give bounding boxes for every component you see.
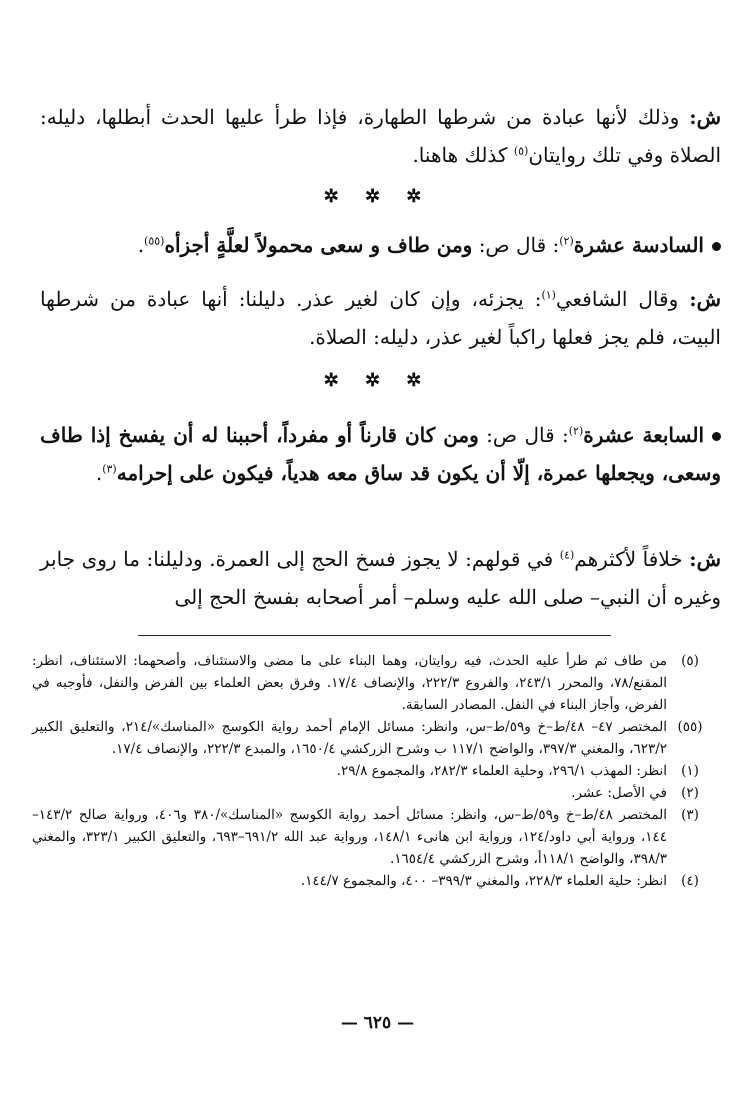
footnote-text: انظر: حلية العلماء ٢٢٨/٣، والمغني ٣٩٩/٣– ٤٠٠، والمجموع ١٤٤/٧. (300, 873, 667, 889)
footnote-ref: (٢) (568, 424, 584, 438)
paragraph-text: وقال الشافعي (555, 287, 679, 311)
paragraph-text: وذلك لأنها عبادة من شرطها الطهارة، فإذا طرأ عليها الحدث أبطلها، دليله: الصلاة وفي تلك روايتان (40, 105, 721, 167)
bullet-icon (712, 242, 721, 251)
issue-heading: السادسة عشرة (573, 233, 704, 257)
footnote (32, 760, 713, 782)
footnote-separator (138, 635, 611, 636)
paragraph-text: خلافاً لأكثرهم (574, 547, 683, 571)
paragraph-3 (40, 540, 721, 616)
footnote-text: من طاف ثم طرأ عليه الحدث، فيه روايتان، وهما البناء على ما مضى والاستئناف، وأصحهما: الاستئناف، انظر: المقنع/٧٨، والمحرر ٢٤٣/١، والفروع ٢٢٢/٣، والإنصاف ١٧/٤. وفرق بعض العلماء بين الفرض والنفل، فأوجبه في الفرض، وأجاز البناء في النفل. المصادر السابقة. (32, 653, 667, 713)
footnote-ref: (٥٥) (144, 234, 165, 248)
footnote-number: (١) (681, 763, 699, 779)
footnote (32, 782, 713, 804)
sheen-label: ش: (689, 105, 721, 129)
footnotes (32, 650, 713, 892)
issue-heading: السابعة عشرة (583, 423, 705, 447)
paragraph-2 (40, 280, 721, 356)
paragraph-text: : يجزئه، وإن كان لغير عذر. دليلنا: أنها عبادة من شرطها البيت، فلم يجز فعلها راكباً لغير عذر، دليله: الصلاة. (40, 287, 721, 349)
footnote-number: (٣) (681, 807, 699, 823)
footnote-number: (٥٥) (677, 719, 703, 735)
section-divider: ✲ ✲ ✲ (323, 186, 432, 207)
footnote-ref: (٢) (559, 234, 574, 248)
section-divider: ✲ ✲ ✲ (323, 370, 432, 391)
bullet-icon (712, 432, 721, 441)
footnote-ref: (٤) (559, 548, 575, 562)
paragraph-text: كذلك هاهنا. (412, 143, 508, 167)
sheen-label: ش: (689, 547, 721, 571)
footnote (32, 870, 713, 892)
footnote-text: المختصر ٤٧– ٤٨/ط–خ و٥٩/ط–س، وانظر: مسائل الإمام أحمد رواية الكوسج «المناسك»/٢١٤، والتعليق الكبير ٦٢٣/٢، والمغني ٣٩٧/٣، والواضح ١١٧/١ ب وشرح الزركشي ١٦٥٠/٤، والمبدع ٢٢٢/٣، والإنصاف ١٧/٤. (32, 719, 667, 757)
footnote-text: في الأصل: عشر. (571, 785, 667, 801)
issue-17 (40, 416, 721, 492)
footnote-ref: (٣) (102, 462, 117, 476)
footnote-text: المختصر ٤٨/ط–خ و٥٩/ط–س، وانظر: مسائل أحمد رواية الكوسج «المناسك»/٣٨٠ و٤٠٦، ورواية صالح ١٤٣/٢– ١٤٤، ورواية أبي داود/١٢٤، ورواية ابن هانىء ١٤٨/١، ورواية عبد الله ٦٩١/٢–٦٩٣، والتعليق الكبير ٣٢٣/١، والمغني ٣٩٨/٣، والواضح ١١٨/١أ، وشرح الزركشي ١٦٥٤/٤. (32, 807, 667, 867)
paragraph-1 (40, 98, 721, 174)
paragraph-text: في قولهم: لا يجوز فسخ الحج إلى العمرة. ودليلنا: ما روى جابر وغيره أن النبي– صلى الله عليه وسلم– أمر أصحابه بفسخ الحج إلى (40, 547, 721, 609)
footnote (32, 716, 713, 760)
issue-text: ومن طاف و سعى محمولاً لعلَّةٍ أجزأه (164, 233, 473, 257)
issue-intro: : قال ص: (486, 423, 569, 447)
footnote (32, 650, 713, 716)
footnote-text: انظر: المهذب ٢٩٦/١، وحلية العلماء ٢٨٢/٣، والمجموع ٢٩/٨. (336, 763, 667, 779)
issue-end: . (95, 461, 103, 485)
sheen-label: ش: (689, 287, 722, 311)
issue-text: ومن كان قارناً أو مفرداً، أحببنا له أن يفسخ إذا طاف وسعى، ويجعلها عمرة، إلّا أن يكون قد ساق معه هدياً، فيكون على إحرامه (40, 423, 721, 485)
footnote (32, 804, 713, 870)
footnote-number: (٥) (681, 653, 699, 669)
issue-end: . (137, 233, 145, 257)
footnote-number: (٢) (681, 785, 699, 801)
issue-16 (40, 226, 721, 264)
footnote-number: (٤) (681, 873, 699, 889)
footnote-ref: (١) (541, 288, 556, 302)
footnote-ref: (٥) (513, 144, 529, 158)
issue-intro: : قال ص: (478, 233, 560, 257)
page-number: — ٦٢٥ — (340, 1013, 415, 1033)
